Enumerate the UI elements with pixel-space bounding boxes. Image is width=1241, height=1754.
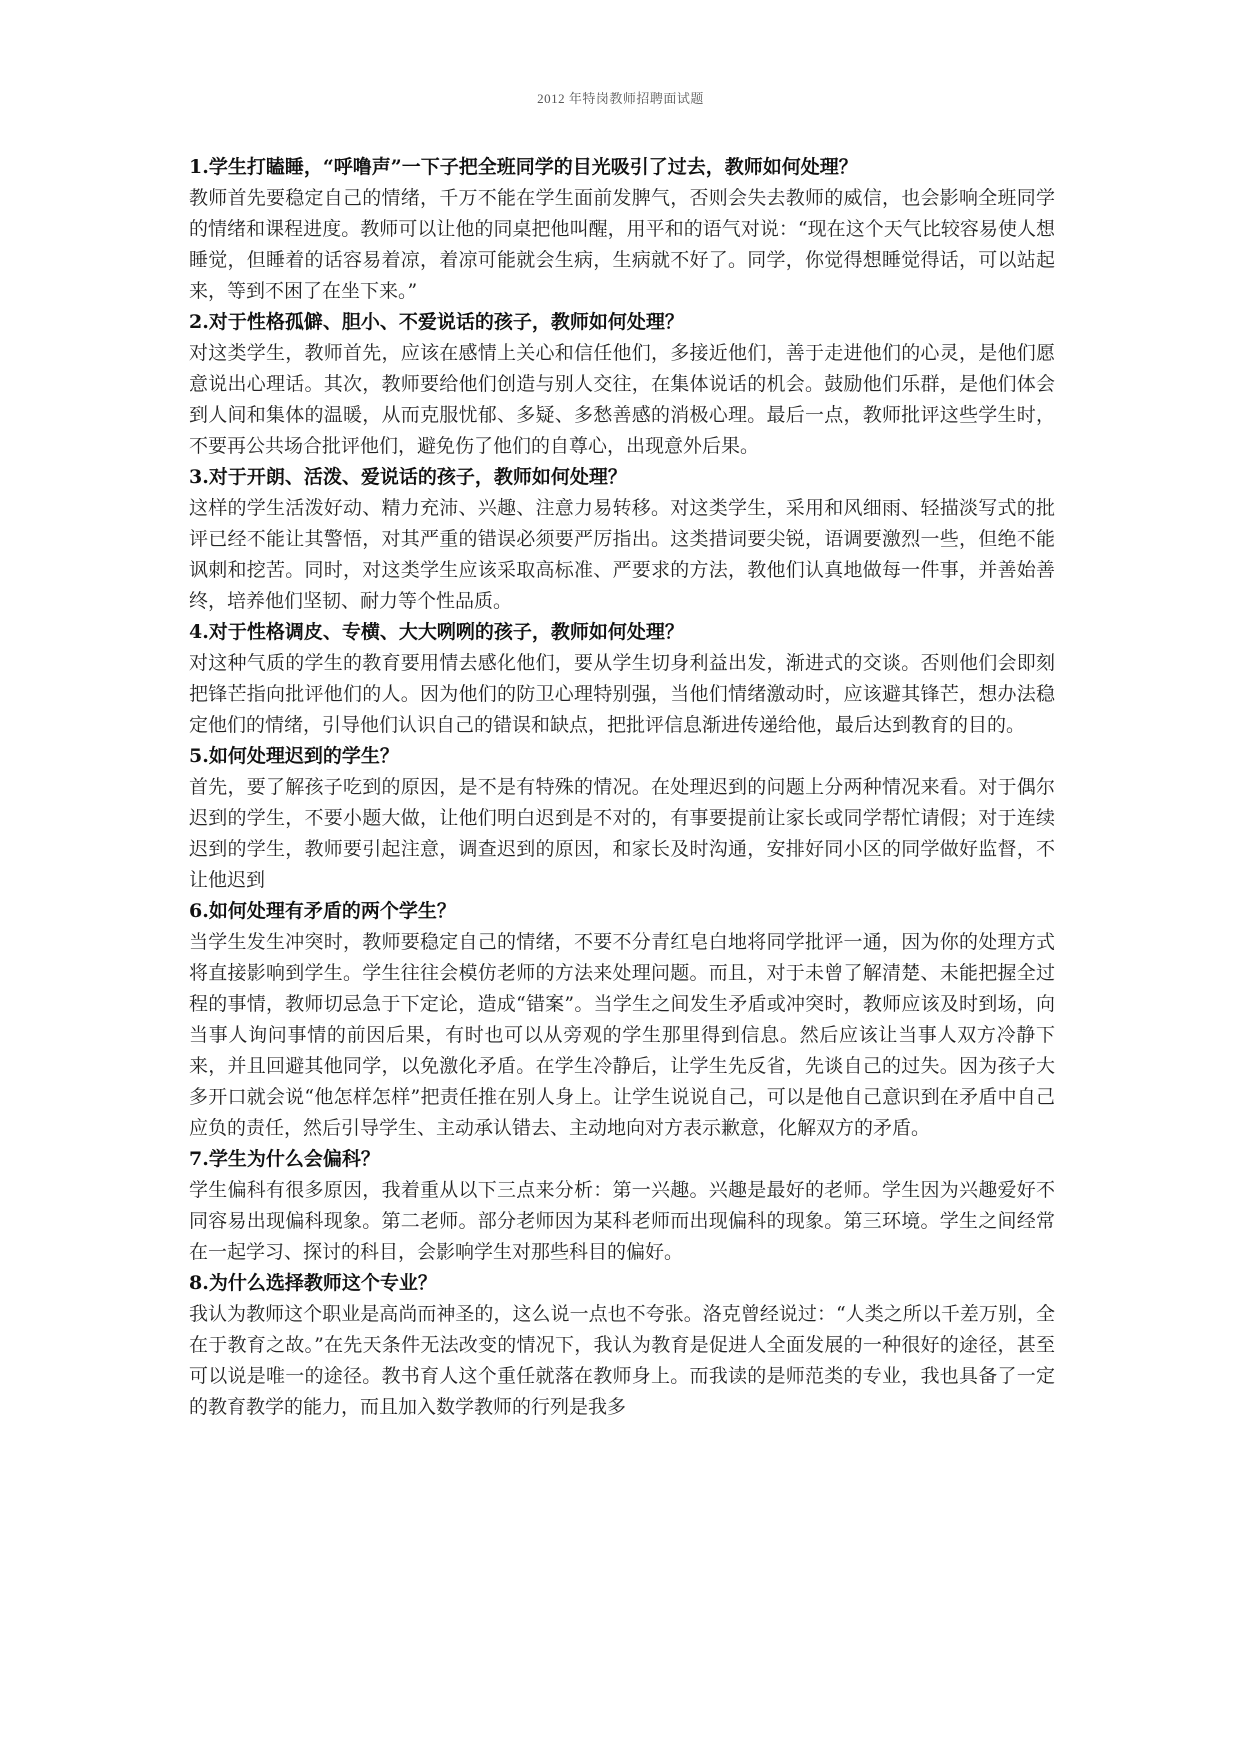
question-7: 7.学生为什么会偏科？ bbox=[189, 1148, 380, 1170]
answer-4: 对这种气质的学生的教育要用情去感化他们，要从学生切身利益出发，渐进式的交谈。否则他们会即刻把锋芒指向批评他们的人。因为他们的防卫心理特别强，当他们情绪激动时，应该避其锋芒，想办法稳定他们的情绪，引导他们认识自己的错误和缺点，把批评信息渐进传递给他，最后达到教育的目的。 bbox=[189, 652, 1055, 736]
answer-1: 教师首先要稳定自己的情绪，千万不能在学生面前发脾气，否则会失去教师的威信，也会影响全班同学的情绪和课程进度。教师可以让他的同桌把他叫醒，用平和的语气对说：“现在这个天气比较容易使人想睡觉，但睡着的话容易着凉，着凉可能就会生病，生病就不好了。同学，你觉得想睡觉得话，可以站起来，等到不困了在坐下来。” bbox=[189, 187, 1055, 302]
document-body bbox=[189, 152, 1055, 1423]
question-3: 3.对于开朗、活泼、爱说话的孩子，教师如何处理？ bbox=[189, 466, 627, 488]
question-1: 1.学生打瞌睡，“呼噜声”一下子把全班同学的目光吸引了过去，教师如何处理？ bbox=[189, 156, 858, 178]
question-2: 2.对于性格孤僻、胆小、不爱说话的孩子，教师如何处理？ bbox=[189, 311, 684, 333]
answer-6: 当学生发生冲突时，教师要稳定自己的情绪，不要不分青红皂白地将同学批评一通，因为你的处理方式将直接影响到学生。学生往往会模仿老师的方法来处理问题。而且，对于未曾了解清楚、未能把握全过程的事情，教师切忌急于下定论，造成“错案”。当学生之间发生矛盾或冲突时，教师应该及时到场，向当事人询问事情的前因后果，有时也可以从旁观的学生那里得到信息。然后应该让当事人双方冷静下来，并且回避其他同学，以免激化矛盾。在学生冷静后，让学生先反省，先谈自己的过失。因为孩子大多开口就会说“他怎样怎样”把责任推在别人身上。让学生说说自己，可以是他自己意识到在矛盾中自己应负的责任，然后引导学生、主动承认错去、主动地向对方表示歉意，化解双方的矛盾。 bbox=[189, 931, 1055, 1139]
question-4: 4.对于性格调皮、专横、大大咧咧的孩子，教师如何处理？ bbox=[189, 621, 684, 643]
answer-8: 我认为教师这个职业是高尚而神圣的，这么说一点也不夸张。洛克曾经说过：“人类之所以千差万别，全在于教育之故。”在先天条件无法改变的情况下，我认为教育是促进人全面发展的一种很好的途径，甚至可以说是唯一的途径。教书育人这个重任就落在教师身上。而我读的是师范类的专业，我也具备了一定的教育教学的能力，而且加入数学教师的行列是我多 bbox=[189, 1303, 1055, 1418]
answer-7: 学生偏科有很多原因，我着重从以下三点来分析：第一兴趣。兴趣是最好的老师。学生因为兴趣爱好不同容易出现偏科现象。第二老师。部分老师因为某科老师而出现偏科的现象。第三环境。学生之间经常在一起学习、探讨的科目，会影响学生对那些科目的偏好。 bbox=[189, 1179, 1055, 1263]
answer-3: 这样的学生活泼好动、精力充沛、兴趣、注意力易转移。对这类学生，采用和风细雨、轻描淡写式的批评已经不能让其警悟，对其严重的错误必须要严厉指出。这类措词要尖锐，语调要激烈一些，但绝不能讽刺和挖苦。同时，对这类学生应该采取高标准、严要求的方法，教他们认真地做每一件事，并善始善终，培养他们坚韧、耐力等个性品质。 bbox=[189, 497, 1055, 612]
answer-2: 对这类学生，教师首先，应该在感情上关心和信任他们，多接近他们，善于走进他们的心灵，是他们愿意说出心理话。其次，教师要给他们创造与别人交往，在集体说话的机会。鼓励他们乐群，是他们体会到人间和集体的温暖，从而克服忧郁、多疑、多愁善感的消极心理。最后一点，教师批评这些学生时，不要再公共场合批评他们，避免伤了他们的自尊心，出现意外后果。 bbox=[189, 342, 1055, 457]
page-header: 2012 年特岗教师招聘面试题 bbox=[537, 91, 704, 106]
question-6: 6.如何处理有矛盾的两个学生？ bbox=[189, 900, 456, 922]
answer-5: 首先，要了解孩子吃到的原因，是不是有特殊的情况。在处理迟到的问题上分两种情况来看。对于偶尔迟到的学生，不要小题大做，让他们明白迟到是不对的，有事要提前让家长或同学帮忙请假；对于连续迟到的学生，教师要引起注意，调查迟到的原因，和家长及时沟通，安排好同小区的同学做好监督，不让他迟到 bbox=[189, 776, 1055, 891]
question-5: 5.如何处理迟到的学生？ bbox=[189, 745, 399, 767]
question-8: 8.为什么选择教师这个专业？ bbox=[189, 1272, 437, 1294]
